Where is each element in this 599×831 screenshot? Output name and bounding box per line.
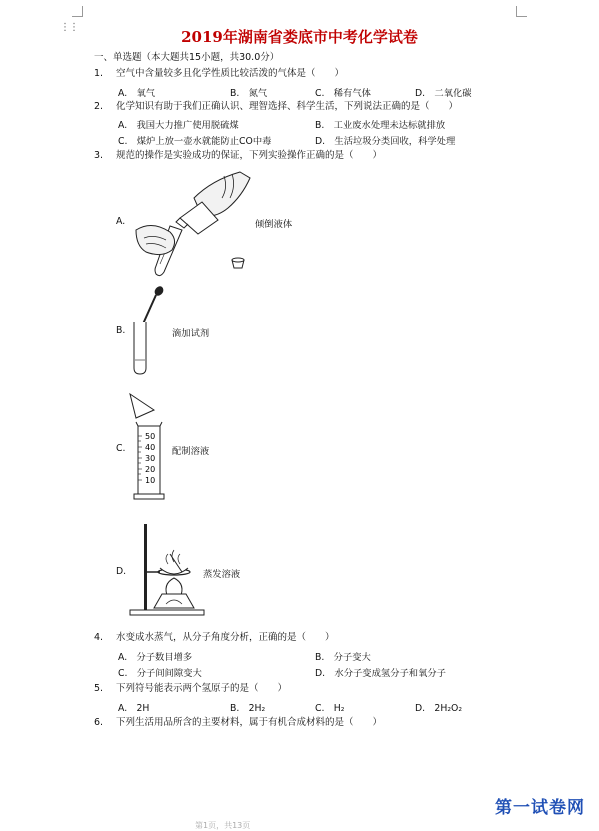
page-footer: 第1页，共13页 <box>195 821 251 830</box>
question-number: 1. <box>94 68 104 79</box>
cylinder-tick-label: 40 <box>145 443 156 452</box>
option: A. 分子数目增多 <box>118 652 193 663</box>
question-text: 下列生活用品所含的主要材料，属于有机合成材料的是（ ） <box>116 717 383 728</box>
figure-letter: D. <box>116 566 127 577</box>
figure-letter: C. <box>116 443 126 454</box>
option: D. 水分子变成氢分子和氧分子 <box>315 668 446 679</box>
option: B. 氮气 <box>230 88 268 99</box>
option: A. 氧气 <box>118 88 156 99</box>
cylinder-tick-label: 10 <box>145 476 156 485</box>
graduated-cylinder-illustration <box>126 392 172 502</box>
figure-caption: 倾倒液体 <box>255 219 293 230</box>
pouring-liquid-illustration <box>132 168 257 280</box>
section-heading: 一、单选题（本大题共15小题，共30.0分） <box>94 52 280 63</box>
dropper-test-tube-illustration <box>128 286 168 376</box>
cylinder-tick-label: 50 <box>145 432 156 441</box>
option: A. 我国大力推广使用脱硫煤 <box>118 120 239 131</box>
cylinder-tick-label: 20 <box>145 465 156 474</box>
corner-mark-top-left <box>72 6 83 17</box>
cylinder-tick-label: 30 <box>145 454 156 463</box>
question-number: 5. <box>94 683 104 694</box>
corner-mark-top-right <box>516 6 527 17</box>
question-number: 3. <box>94 150 104 161</box>
question-text: 空气中含量较多且化学性质比较活泼的气体是（ ） <box>116 68 345 79</box>
option: C. 分子间间隙变大 <box>118 668 202 679</box>
option: C. H₂ <box>315 703 345 714</box>
figure-caption: 滴加试剂 <box>172 328 210 339</box>
figure-letter: A. <box>116 216 126 227</box>
evaporation-setup-illustration <box>126 520 206 620</box>
question-number: 6. <box>94 717 104 728</box>
option: B. 工业废水处理未达标就排放 <box>315 120 446 131</box>
option: A. 2H <box>118 703 150 714</box>
figure-caption: 配制溶液 <box>172 446 210 457</box>
question-number: 2. <box>94 101 104 112</box>
option: D. 2H₂O₂ <box>415 703 463 714</box>
drag-handle-icon[interactable]: ⋮⋮ <box>60 22 78 33</box>
option: D. 生活垃圾分类回收，科学处理 <box>315 136 456 147</box>
figure-caption: 蒸发溶液 <box>203 569 241 580</box>
option: C. 稀有气体 <box>315 88 371 99</box>
option: B. 2H₂ <box>230 703 266 714</box>
question-text: 规范的操作是实验成功的保证，下列实验操作正确的是（ ） <box>116 150 383 161</box>
question-text: 水变成水蒸气，从分子角度分析，正确的是（ ） <box>116 632 335 643</box>
page-title: 2019年湖南省娄底市中考化学试卷 <box>181 28 418 46</box>
question-text: 化学知识有助于我们正确认识、理智选择、科学生活，下列说法正确的是（ ） <box>116 101 459 112</box>
figure-letter: B. <box>116 325 126 336</box>
option: D. 二氧化碳 <box>415 88 472 99</box>
site-watermark: 第一试卷网 <box>495 798 585 818</box>
question-text: 下列符号能表示两个氢原子的是（ ） <box>116 683 288 694</box>
option: B. 分子变大 <box>315 652 371 663</box>
option: C. 煤炉上放一壶水就能防止CO中毒 <box>118 136 272 147</box>
question-number: 4. <box>94 632 104 643</box>
